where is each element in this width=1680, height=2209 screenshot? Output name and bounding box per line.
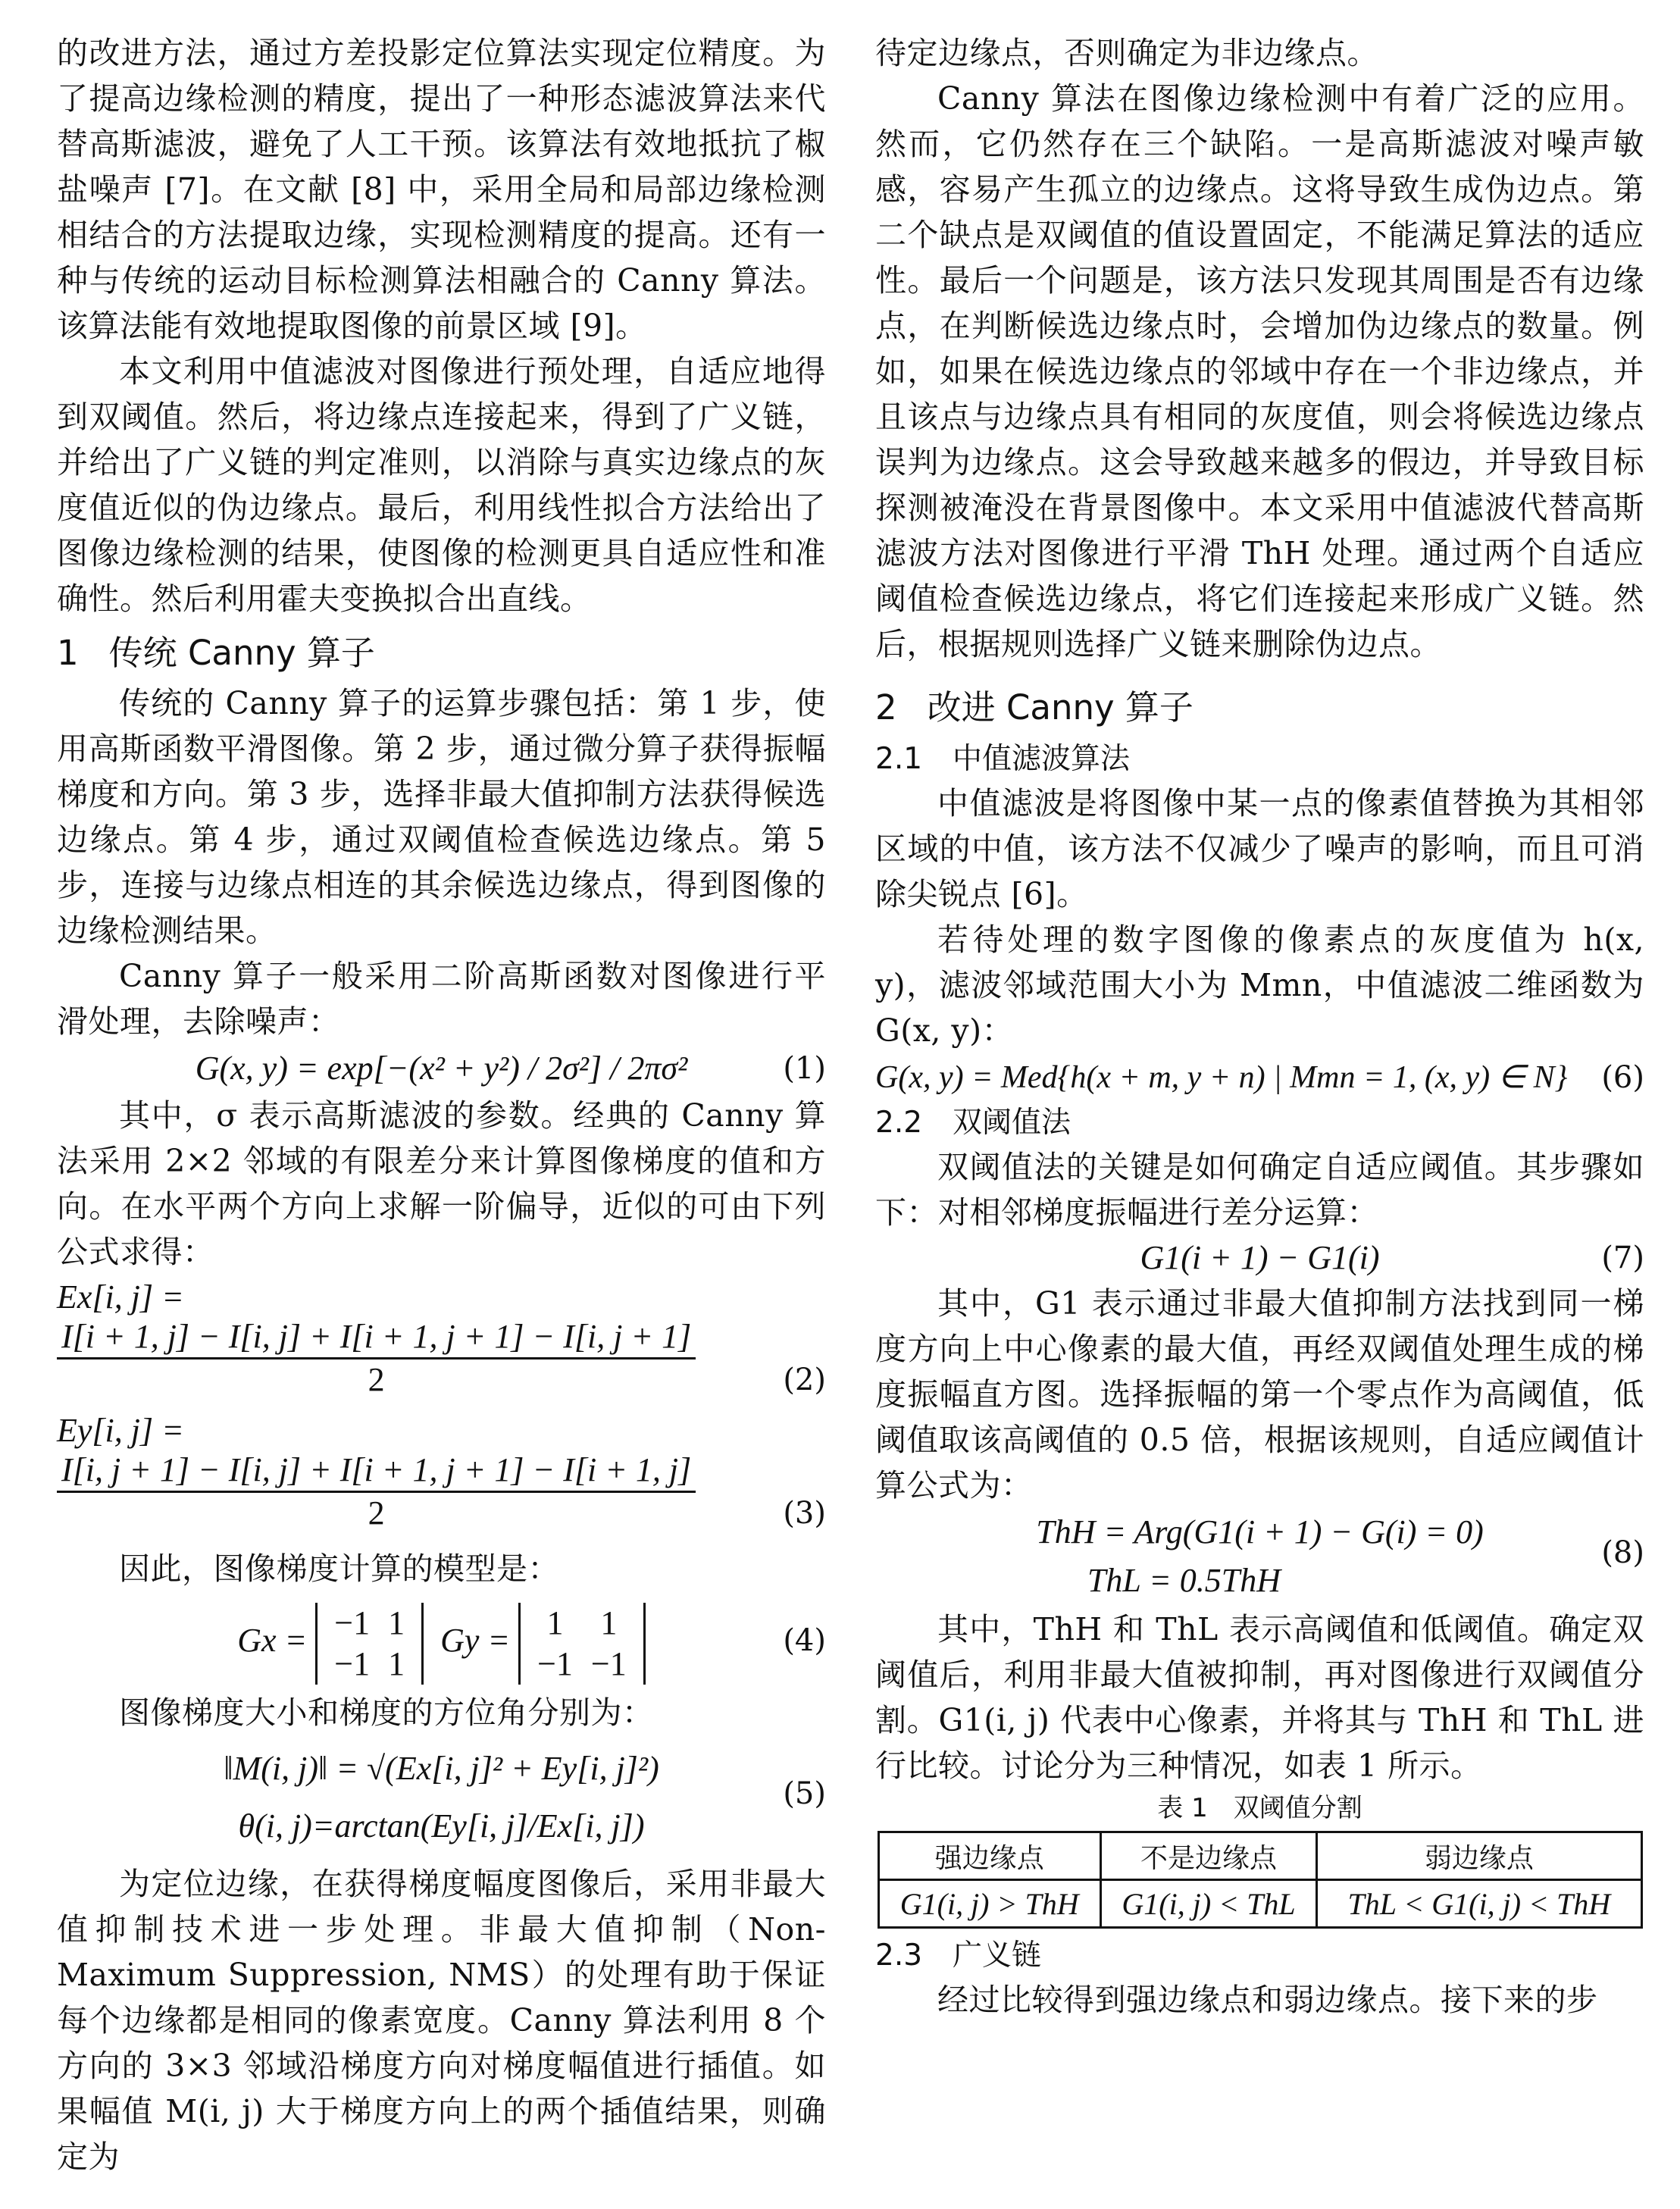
section-heading: 2 改进 Canny 算子 <box>875 687 1194 727</box>
gx-matrix: −1 1 −1 1 <box>315 1603 424 1685</box>
paragraph: 双阈值法的关键是如何确定自适应阈值。其步骤如下：对相邻梯度振幅进行差分运算： <box>875 1149 1644 1231</box>
subsection-heading: 2.3 广义链 <box>875 1938 1042 1973</box>
paragraph: 的改进方法，通过方差投影定位算法实现定位精度。为了提高边缘检测的精度，提出了一种形态滤波算法来代替高斯滤波，避免了人工干预。该算法有效地抵抗了椒盐噪声 [7]。在文献 [8] 中，采用全局和局部边缘检测相结合的方法提取边缘，实现检测精度的提高。还有一种与传统的运动目标检测算法相融合的 Canny 算法。该算法能有效地提取图像的前景区域 [9]。 <box>57 35 826 344</box>
left-column <box>57 30 826 2179</box>
equation-2: Ex[i, j] = $\frac{I[i + 1, j] - I[i, j] + I[i + 1, j + 1] - I[i, j + 1]}{2}$ <box>57 1278 826 1363</box>
right-column <box>875 30 1644 2023</box>
equation-3-number: (3) <box>783 1496 826 1531</box>
paragraph: 图像梯度大小和梯度的方位角分别为： <box>119 1694 654 1731</box>
equation-2-number: (2) <box>783 1363 826 1397</box>
equation-1: G(x, y) = exp[−(x² + y²) / 2σ²] / 2πσ² (1) <box>195 1050 826 1087</box>
paragraph: 待定边缘点，否则确定为非边缘点。 <box>875 35 1378 71</box>
paragraph: 其中，ThH 和 ThL 表示高阈值和低阈值。确定双阈值后，利用非最大值被抑制，再对图像进行双阈值分割。G1(i, j) 代表中心像素，并将其与 ThH 和 ThL 进行比较。讨论分为三种情况，如表 1 所示。 <box>875 1611 1644 1784</box>
equation-4: Gx = −1 1 −1 1 Gy = 1 1 −1 −1 (4) <box>57 1591 826 1690</box>
paragraph: 经过比较得到强边缘点和弱边缘点。接下来的步 <box>937 1982 1598 2018</box>
paragraph: 其中，σ 表示高斯滤波的参数。经典的 Canny 算法采用 2×2 邻域的有限差分来计算图像梯度的值和方向。在水平两个方向上求解一阶偏导，近似的可由下列公式求得： <box>57 1097 826 1270</box>
paragraph: 本文利用中值滤波对图像进行预处理，自适应地得到双阈值。然后，将边缘点连接起来，得到了广义链，并给出了广义链的判定准则，以消除与真实边缘点的灰度值近似的伪边缘点。最后，利用线性拟合方法给出了图像边缘检测的结果，使图像的检测更具自适应性和准确性。然后利用霍夫变换拟合出直线。 <box>57 353 826 617</box>
table-caption: 表 1 双阈值分割 <box>1157 1793 1362 1823</box>
equation-5: ‖M(i, j)‖ = √(Ex[i, j]² + Ey[i, j]²) θ(i, j)=arctan(Ey[i, j]/Ex[i, j]) (5) <box>224 1750 826 1844</box>
paragraph: 为定位边缘，在获得梯度幅度图像后，采用非最大值抑制技术进一步处理。非最大值抑制（Non-Maximum Suppression, NMS）的处理有助于保证每个边缘都是相同的像素宽度。Canny 算法利用 8 个方向的 3×3 邻域沿梯度方向对梯度幅值进行插值。如果幅值 M(i, j) 大于梯度方向上的两个插值结果，则确定为 <box>57 1866 826 2175</box>
section-heading: 1 传统 Canny 算子 <box>57 633 375 673</box>
table-row <box>878 1832 1641 1880</box>
table-cell: ThL < G1(i, j) < ThH <box>1317 1880 1641 1928</box>
gy-matrix: 1 1 −1 −1 <box>518 1603 646 1685</box>
table-cell: G1(i, j) > ThH <box>878 1880 1100 1928</box>
subsection-heading: 2.2 双阈值法 <box>875 1106 1072 1140</box>
paragraph: 中值滤波是将图像中某一点的像素值替换为其相邻区域的中值，该方法不仅减少了噪声的影响，而且可消除尖锐点 [6]。 <box>875 785 1644 912</box>
table-header: 不是边缘点 <box>1100 1832 1316 1880</box>
paragraph: 传统的 Canny 算子的运算步骤包括：第 1 步，使用高斯函数平滑图像。第 2 步，通过微分算子获得振幅梯度和方向。第 3 步，选择非最大值抑制方法获得候选边缘点。第 4 步，通过双阈值检查候选边缘点。第 5 步，连接与边缘点相连的其余候选边缘点，得到图像的边缘检测结果。 <box>57 685 826 949</box>
paragraph: 因此，图像梯度计算的模型是： <box>119 1550 559 1587</box>
subsection-heading: 2.1 中值滤波算法 <box>875 742 1131 776</box>
equation-3: Ey[i, j] = $\frac{I[i, j + 1] - I[i, j] + I[i + 1, j + 1] - I[i + 1, j]}{2}$ <box>57 1411 826 1496</box>
table-cell: G1(i, j) < ThL <box>1100 1880 1316 1928</box>
paragraph: Canny 算法在图像边缘检测中有着广泛的应用。然而，它仍然存在三个缺陷。一是高斯滤波对噪声敏感，容易产生孤立的边缘点。这将导致生成伪边点。第二个缺点是双阈值的值设置固定，不能满足算法的适应性。最后一个问题是，该方法只发现其周围是否有边缘点，在判断候选边缘点时，会增加伪边缘点的数量。例如，如果在候选边缘点的邻域中存在一个非边缘点，并且该点与边缘点具有相同的灰度值，则会将候选边缘点误判为边缘点。这会导致越来越多的假边，并导致目标探测被淹没在背景图像中。本文采用中值滤波代替高斯滤波方法对图像进行平滑 ThH 处理。通过两个自适应阈值检查候选边缘点，将它们连接起来形成广义链。然后，根据规则选择广义链来删除伪边点。 <box>875 80 1644 662</box>
equation-6: G(x, y) = Med{h(x + m, y + n) | Mmn = 1, (x, y) ∈ N} (6) <box>875 1060 1644 1095</box>
paragraph: 若待处理的数字图像的像素点的灰度值为 h(x, y)，滤波邻域范围大小为 Mmn，中值滤波二维函数为 G(x, y)： <box>875 921 1644 1049</box>
equation-8: ThH = Arg(G1(i + 1) − G(i) = 0) ThL = 0.5ThH (8) <box>1036 1513 1644 1599</box>
paragraph: 其中，G1 表示通过非最大值抑制方法找到同一梯度方向上中心像素的最大值，再经双阈值处理生成的梯度振幅直方图。选择振幅的第一个零点作为高阈值，低阈值取该高阈值的 0.5 倍，根据该规则，自适应阈值计算公式为： <box>875 1285 1644 1503</box>
equation-7: G1(i + 1) − G1(i) (7) <box>1140 1239 1644 1276</box>
paragraph: Canny 算子一般采用二阶高斯函数对图像进行平滑处理，去除噪声： <box>57 958 826 1040</box>
table-header: 弱边缘点 <box>1317 1832 1641 1880</box>
table-header: 强边缘点 <box>878 1832 1100 1880</box>
table-row <box>878 1880 1641 1928</box>
threshold-table <box>878 1831 1643 1929</box>
